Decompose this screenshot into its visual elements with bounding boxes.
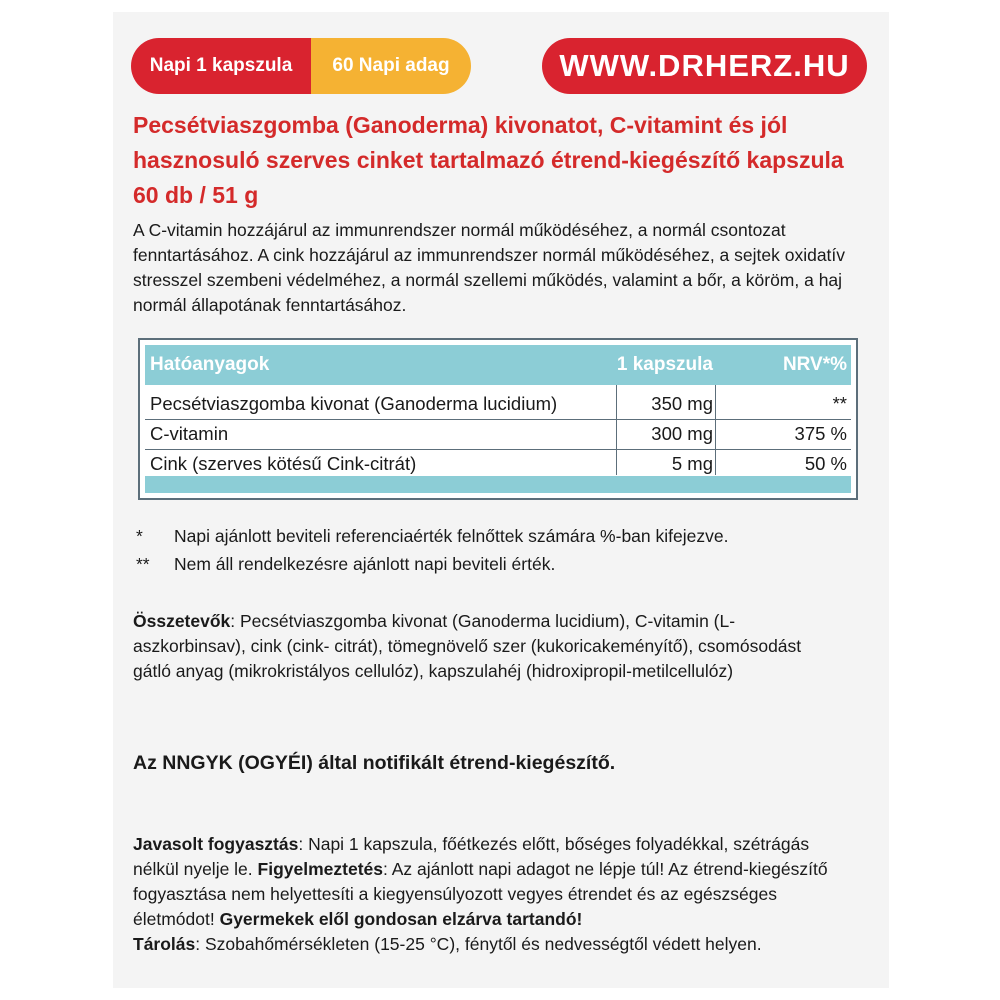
usage-label: Javasolt fogyasztás xyxy=(133,834,299,854)
children-warning: Gyermekek elől gondosan elzárva tartandó! xyxy=(219,909,583,929)
notification-statement: Az NNGYK (OGYÉI) által notifikált étrend-kiegészítő. xyxy=(133,752,616,774)
cell-nrv: 50 % xyxy=(804,453,847,474)
usage-paragraph xyxy=(133,832,853,957)
footnote-mark: * xyxy=(136,526,143,546)
cell-nrv: 375 % xyxy=(794,423,847,444)
usage-text: : Napi 1 kapszula, főétkezés előtt, bőséges folyadékkal, szétrágás nélkül nyelje le. xyxy=(133,834,810,879)
cell-amount: 300 mg xyxy=(651,423,713,444)
daily-dose-badge: Napi 1 kapszula xyxy=(131,38,311,94)
health-claims: A C-vitamin hozzájárul az immunrendszer normál működéséhez, a normál csontozat fenntartásához. A cink hozzájárul az immunrendszer normál működéséhez, a sejtek oxidatív stresszel szembeni védelméhez, a normál szellemi működés, valamint a bőr, a köröm, a haj normál állapotának fenntartásához. xyxy=(133,220,846,315)
header-nrv: NRV*% xyxy=(782,354,847,375)
cell-ingredient: C-vitamin xyxy=(150,423,229,444)
table-row xyxy=(145,419,851,449)
warning-text: : Az ajánlott napi adagot ne lépje túl! Az étrend-kiegészítő fogyasztása nem helyettesíti a kiegyensúlyozott vegyes étrendet és az egészséges életmódot! xyxy=(133,859,828,929)
cell-ingredient: Pecsétviaszgomba kivonat (Ganoderma lucidium) xyxy=(150,393,558,414)
table-row xyxy=(145,389,851,419)
cell-amount: 350 mg xyxy=(651,393,713,414)
cell-ingredient: Cink (szerves kötésű Cink-citrát) xyxy=(150,453,417,474)
footnote-text: Napi ajánlott beviteli referenciaérték felnőttek számára %-ban kifejezve. xyxy=(174,526,729,546)
ingredients-text: : Pecsétviaszgomba kivonat (Ganoderma lucidium), C-vitamin (L-aszkorbinsav), cink (cink- citrát), tömegnövelő szer (kukoricakeményítő), csomósodást gátló anyag (mikrokristályos cellulóz), kapszulahéj (hidroxipropil-metilcellulóz) xyxy=(133,611,802,681)
nutrition-table xyxy=(138,338,858,500)
cell-nrv: ** xyxy=(832,393,847,414)
servings-badge: 60 Napi adag xyxy=(311,38,471,94)
footnote-mark: ** xyxy=(136,554,150,574)
header-per-capsule: 1 kapszula xyxy=(616,354,713,375)
table-header xyxy=(145,345,851,385)
ingredients-label: Összetevők xyxy=(133,611,231,631)
table-footer-band xyxy=(145,476,851,493)
website-link[interactable]: WWW.DRHERZ.HU xyxy=(542,38,867,94)
ingredients-paragraph xyxy=(133,609,813,684)
warning-label: Figyelmeztetés xyxy=(257,859,383,879)
cell-amount: 5 mg xyxy=(671,453,713,474)
storage-label: Tárolás xyxy=(133,934,196,954)
product-title: Pecsétviaszgomba (Ganoderma) kivonatot, C-vitamint és jól hasznosuló szerves cinket tartalmazó étrend-kiegészítő kapszula 60 db / 51 g xyxy=(133,112,844,208)
storage-text: : Szobahőmérsékleten (15-25 °C), fénytől és nedvességtől védett helyen. xyxy=(195,934,762,954)
table-row xyxy=(145,449,851,479)
header-ingredient: Hatóanyagok xyxy=(150,354,270,375)
footnote-text: Nem áll rendelkezésre ajánlott napi beviteli érték. xyxy=(174,554,556,574)
dosage-badges xyxy=(131,38,471,94)
